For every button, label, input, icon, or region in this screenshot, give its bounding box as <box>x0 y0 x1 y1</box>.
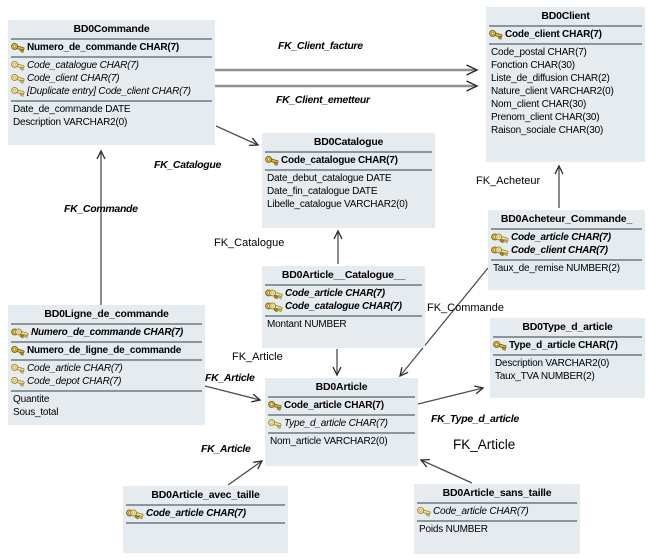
attribute-row <box>414 523 580 536</box>
fk-key-icon <box>11 376 26 387</box>
attribute-section <box>490 338 645 354</box>
attribute-section <box>123 524 288 527</box>
fk-line-sanstaille-article[interactable] <box>421 460 472 483</box>
entity-bd0article-catalogue[interactable] <box>262 266 425 348</box>
entity-bd0ligne-de-commande[interactable] <box>8 305 205 425</box>
fk-line-article-typedarticle[interactable] <box>418 388 483 404</box>
fk-line-avectaille-article[interactable] <box>228 461 262 485</box>
attribute-text: Type_d_article CHAR(7) <box>284 418 388 429</box>
fk-label-commande-bold[interactable]: FK_Commande <box>64 203 138 215</box>
entity-bd0catalogue[interactable] <box>262 133 435 228</box>
attribute-section <box>262 317 425 333</box>
fk-line-commande-catalogue[interactable] <box>216 126 258 145</box>
attribute-text: Poids NUMBER <box>419 524 488 535</box>
attribute-section <box>265 434 418 450</box>
attribute-section <box>486 45 645 139</box>
attribute-text: Date_fin_catalogue DATE <box>267 186 378 197</box>
fk-label-commande-plain[interactable]: FK_Commande <box>427 302 505 314</box>
attribute-row <box>8 344 205 357</box>
attribute-section <box>490 356 645 385</box>
attribute-text: Code_article CHAR(7) <box>433 506 529 517</box>
fk-label-article-plain-large[interactable]: FK_Article <box>453 437 516 452</box>
attribute-row <box>490 370 645 383</box>
entity-bd0article-avec-taille[interactable] <box>123 486 288 553</box>
attribute-row <box>8 406 205 419</box>
fk-label-catalogue-plain[interactable]: FK_Catalogue <box>214 237 285 249</box>
entity-bd0article-sans-taille[interactable] <box>414 484 580 554</box>
fk-label-article-bold-2[interactable]: FK_Article <box>201 443 251 455</box>
attribute-row <box>8 375 205 388</box>
pk-fk-double-key-icon <box>265 288 284 300</box>
attribute-row <box>265 399 418 412</box>
attribute-row <box>486 72 645 85</box>
attribute-row <box>486 85 645 98</box>
fk-line-ligne-article[interactable] <box>205 386 260 400</box>
attribute-row <box>262 172 435 185</box>
attribute-text: Code_article CHAR(7) <box>511 232 611 243</box>
pk-fk-double-key-icon <box>265 301 284 313</box>
attribute-row <box>262 185 435 198</box>
fk-key-icon <box>417 506 432 517</box>
attribute-text: Liste_de_diffusion CHAR(2) <box>491 73 610 84</box>
attribute-text: Numero_de_ligne_de_commande <box>27 345 182 356</box>
attribute-text: Code_article CHAR(7) <box>285 288 385 299</box>
attribute-row <box>8 85 215 98</box>
attribute-text: Code_article CHAR(7) <box>284 400 384 411</box>
attribute-section <box>262 286 425 315</box>
attribute-row <box>8 116 215 129</box>
attribute-text: Code_article CHAR(7) <box>146 508 246 519</box>
attribute-row <box>123 507 288 520</box>
attribute-text: Raison_sociale CHAR(30) <box>491 125 604 136</box>
fk-key-icon <box>268 418 283 429</box>
attribute-text: Code_catalogue CHAR(7) <box>281 155 398 166</box>
attribute-text: Code_client CHAR(7) <box>27 73 120 84</box>
attribute-section <box>262 171 435 213</box>
entity-bd0type-d-article[interactable] <box>490 318 645 398</box>
attribute-section <box>488 261 645 277</box>
attribute-row <box>414 505 580 518</box>
fk-label-client-emetteur[interactable]: FK_Client_emetteur <box>276 94 370 106</box>
fk-label-type-d-article[interactable]: FK_Type_d_article <box>431 413 519 425</box>
attribute-row <box>8 72 215 85</box>
fk-label-article-plain-mid[interactable]: FK_Article <box>232 351 283 363</box>
entity-bd0article[interactable] <box>265 378 418 466</box>
attribute-section <box>262 153 435 169</box>
attribute-section <box>265 416 418 432</box>
attribute-text: Nom_article VARCHAR2(0) <box>270 436 388 447</box>
attribute-section <box>8 392 205 421</box>
attribute-row <box>486 59 645 72</box>
attribute-text: Code_article CHAR(7) <box>27 363 123 374</box>
attribute-row <box>486 46 645 59</box>
attribute-row <box>8 393 205 406</box>
attribute-row <box>262 198 435 211</box>
attribute-row <box>8 41 215 54</box>
attribute-section <box>8 102 215 131</box>
attribute-row <box>486 28 645 41</box>
attribute-text: Quantite <box>13 394 50 405</box>
attribute-text: Description VARCHAR2(0) <box>495 358 610 369</box>
attribute-section <box>8 58 215 100</box>
attribute-text: Code_client CHAR(7) <box>511 245 608 256</box>
entity-title: BD0Article_avec_taille <box>151 489 260 501</box>
entity-bd0acheteur-commande[interactable] <box>488 210 645 290</box>
pk-fk-double-key-icon <box>11 327 30 339</box>
attribute-section <box>414 504 580 520</box>
entity-title: BD0Ligne_de_commande <box>44 308 169 320</box>
attribute-text: Code_postal CHAR(7) <box>491 47 587 58</box>
pk-key-icon <box>11 42 26 53</box>
attribute-row <box>488 231 645 244</box>
attribute-row <box>262 300 425 313</box>
fk-label-acheteur[interactable]: FK_Acheteur <box>476 175 541 187</box>
attribute-row <box>486 124 645 137</box>
attribute-section <box>486 27 645 43</box>
pk-fk-double-key-icon <box>491 245 510 257</box>
fk-key-icon <box>11 363 26 374</box>
attribute-text: Description VARCHAR2(0) <box>13 117 128 128</box>
pk-key-icon <box>265 155 280 166</box>
attribute-text: Nom_client CHAR(30) <box>491 99 587 110</box>
attribute-text: Taux_de_remise NUMBER(2) <box>493 263 620 274</box>
attribute-row <box>8 59 215 72</box>
entity-title: BD0Article__Catalogue__ <box>281 269 406 281</box>
fk-label-catalogue-bold[interactable]: FK_Catalogue <box>154 159 221 171</box>
attribute-row <box>262 154 435 167</box>
attribute-text: Date_debut_catalogue DATE <box>267 173 392 184</box>
attribute-text: Nature_client VARCHAR2(0) <box>491 86 614 97</box>
entity-bd0client[interactable] <box>486 7 645 162</box>
attribute-section <box>488 230 645 259</box>
attribute-text: Code_catalogue CHAR(7) <box>27 60 139 71</box>
attribute-text: Type_d_article CHAR(7) <box>509 340 618 351</box>
entity-title: BD0Commande <box>73 23 150 35</box>
attribute-section <box>8 325 205 341</box>
fk-key-icon <box>11 60 26 71</box>
attribute-section <box>265 398 418 414</box>
fk-key-icon <box>11 73 26 84</box>
entity-title: BD0Acheteur_Commande_ <box>500 213 633 225</box>
entity-title: BD0Client <box>541 10 590 22</box>
entity-title: BD0Article <box>315 381 368 393</box>
attribute-row <box>490 357 645 370</box>
attribute-text: Code_client CHAR(7) <box>505 29 602 40</box>
attribute-row <box>265 417 418 430</box>
pk-key-icon <box>268 400 283 411</box>
attribute-text: Date_de_commande DATE <box>13 104 131 115</box>
attribute-section <box>414 522 580 538</box>
attribute-row <box>486 98 645 111</box>
attribute-text: Prenom_client CHAR(30) <box>491 112 600 123</box>
attribute-row <box>8 362 205 375</box>
attribute-text: Code_catalogue CHAR(7) <box>285 301 402 312</box>
attribute-section <box>8 343 205 359</box>
attribute-row <box>488 244 645 257</box>
pk-key-icon <box>493 340 508 351</box>
attribute-text: Taux_TVA NUMBER(2) <box>495 371 595 382</box>
attribute-row <box>488 262 645 275</box>
attribute-text: Numero_de_commande CHAR(7) <box>27 42 180 53</box>
attribute-row <box>262 287 425 300</box>
pk-key-icon <box>489 29 504 40</box>
entity-title: BD0Article_sans_taille <box>442 487 552 499</box>
attribute-row <box>8 326 205 339</box>
entity-title: BD0Type_d_article <box>522 321 613 333</box>
attribute-row <box>490 339 645 352</box>
attribute-text: [Duplicate entry] Code_client CHAR(7) <box>27 86 191 97</box>
attribute-row <box>265 435 418 448</box>
attribute-text: Code_depot CHAR(7) <box>27 376 122 387</box>
attribute-text: Montant NUMBER <box>267 319 347 330</box>
attribute-section <box>8 40 215 56</box>
fk-label-client-facture[interactable]: FK_Client_facture <box>278 40 363 52</box>
entity-title: BD0Catalogue <box>313 136 384 148</box>
attribute-section <box>8 361 205 390</box>
attribute-text: Numero_de_commande CHAR(7) <box>31 327 184 338</box>
fk-key-icon <box>11 86 26 97</box>
attribute-row <box>8 103 215 116</box>
attribute-section <box>123 506 288 522</box>
pk-fk-double-key-icon <box>126 508 145 520</box>
pk-fk-double-key-icon <box>491 232 510 244</box>
attribute-row <box>486 111 645 124</box>
attribute-text: Fonction CHAR(30) <box>491 60 575 71</box>
pk-key-icon <box>11 345 26 356</box>
attribute-text: Sous_total <box>13 407 59 418</box>
fk-label-article-bold-1[interactable]: FK_Article <box>205 372 255 384</box>
attribute-row <box>262 318 425 331</box>
attribute-text: Libelle_catalogue VARCHAR2(0) <box>267 199 408 210</box>
entity-bd0commande[interactable] <box>8 20 215 145</box>
